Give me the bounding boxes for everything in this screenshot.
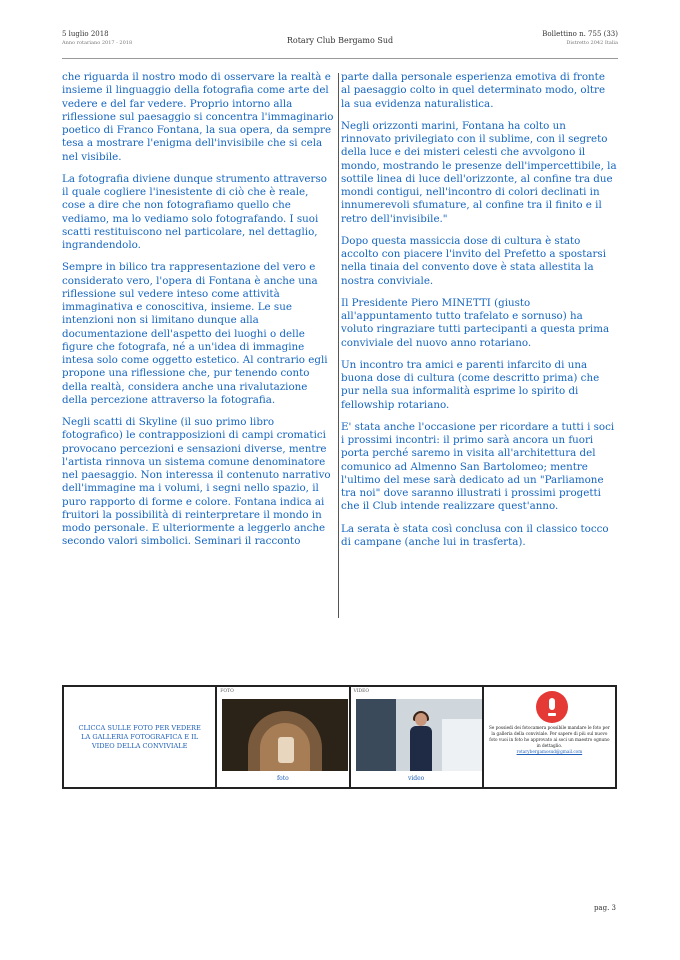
header-rule (62, 58, 618, 59)
header-date: 5 luglio 2018 (62, 30, 109, 38)
paragraph: Negli scatti di Skyline (il suo primo libro fotografico) le contrapposizioni di campi cromatici provocano percezioni e sensazioni diverse, mentre l'artista rinnova un sistema comune denominatore nel paesaggio. Non interessa il contenuto narrativo dell'immagine ma i volumi, i segni nello spazio, il puro rapporto di forme e colore. Fontana indica ai fruitori la possibilità di reinterpretare il mondo in modo personale. E ulteriormente a leggerlo anche secondo valori simbolici. Seminari il racconto (62, 416, 331, 548)
photo-thumbnail[interactable] (222, 699, 348, 771)
photo-upload-promo (484, 687, 615, 787)
paragraph: parte dalla personale esperienza emotiva di fronte al paesaggio colto in quel determinato modo, oltre la sua evidenza naturalistica. (341, 71, 606, 110)
figure-image (278, 737, 294, 763)
photo-thumb-label: FOTO (220, 689, 234, 694)
promo-text-block (488, 725, 611, 755)
photo-caption-link[interactable]: foto (276, 775, 289, 782)
paragraph: che riguarda il nostro modo di osservare la realtà e insieme il linguaggio della fotografia come arte del vedere e del far vedere. Proprio intorno alla riflessione sul paesaggio si concentra l'immaginario poetico di Franco Fontana, la sua opera, da sempre tesa a mostrare l'enigma dell'invisibile che si cela nel visibile. (62, 71, 334, 163)
header-bulletin: Bollettino n. 755 (33) (542, 30, 618, 38)
photo-gallery-link[interactable] (217, 687, 350, 787)
video-thumbnail[interactable] (356, 699, 482, 771)
paragraph: Un incontro tra amici e parenti infarcito di una buona dose di cultura (come descritto prima) che pur nella sua informalità esprime lo spirito di fellowship rotariano. (341, 358, 600, 411)
media-strip (62, 685, 617, 789)
column-divider (338, 73, 339, 618)
alert-icon (536, 691, 568, 723)
video-link[interactable] (351, 687, 484, 787)
header-bulletin-block (542, 30, 618, 48)
promo-email-link[interactable]: rotarybergamosud@gmail.com (516, 749, 583, 754)
page-header (62, 30, 618, 56)
right-column (341, 71, 617, 558)
gallery-cta-text: CLICCA SULLE FOTO PER VEDERE LA GALLERIA FOTOGRAFICA E IL VIDEO DELLA CONVIVIALE (64, 687, 217, 787)
paragraph: Sempre in bilico tra rappresentazione del vero e considerato vero, l'opera di Fontana è anche una riflessione sul vedere inteso come attività immaginativa e conoscitiva, insieme. Le sue intenzioni non si limitano dunque alla documentazione dell'aspetto dei luoghi o delle figure che fotografa, né a un'idea di immagine intesa solo come oggetto estetico. Al contrario egli propone una riflessione che, pur tenendo conto della realtà, considera anche una rivalutazione della percezione attraverso la fotografia. (62, 261, 328, 406)
header-club-title: Rotary Club Bergamo Sud (286, 36, 394, 45)
left-column (62, 71, 334, 558)
paragraph: Negli orizzonti marini, Fontana ha colto un rinnovato privilegiato con il sublime, con il segreto della luce e dei misteri celesti che avvolgono il mondo, mostrando le presenze dell'impercettibile, la sottile linea di luce dell'orizzonte, al confine tra due mondi contigui, nell'incontro di colori declinati in innumerevoli sfumature, al confine tra il finito e il retro dell'invisibile." (341, 119, 617, 225)
speaker-image (410, 713, 432, 771)
promo-text: Se possiedi dei fotocamera possibile mandare le foto per la galleria della conviviale. Per sapere di più sul nuovo foto vuoi in foto ho approvato ai soci un maestro ognuno in dettaglio. (489, 725, 610, 748)
paragraph: Il Presidente Piero MINETTI (giusto all'appuntamento tutto trafelato e sornuso) ha voluto ringraziare tutti partecipanti a questa prima conviviale del nuovo anno rotariano. (341, 296, 610, 349)
video-thumb-label: VIDEO (353, 689, 370, 694)
header-date-sub: Anno rotariano 2017 - 2018 (62, 40, 133, 46)
paragraph: Dopo questa massiccia dose di cultura è stato accolto con piacere l'invito del Prefetto a spostarsi nella tinaia del convento dove è stata allestita la nostra conviviale. (341, 234, 606, 287)
paragraph: E' stata anche l'occasione per ricordare a tutti i soci i prossimi incontri: il primo sarà ancora un fuori porta perché saremo in visita all'architettura del comunico ad Almenno San Bartolomeo; mentre l'ultimo del mese sarà dedicato ad un "Parliamone tra noi" dove saranno illustrati i prossimi progetti che il Club intende realizzare quest'anno. (341, 420, 615, 513)
paragraph: La fotografia diviene dunque strumento attraverso il quale cogliere l'inesistente di ciò che è reale, cose a dire che non fotografiamo quello che vediamo, ma lo vediamo solo fotografando. I suoi scatti restituiscono nel particolare, nel dettaglio, ingrandendolo. (62, 172, 327, 251)
video-caption-link[interactable]: video (407, 775, 425, 782)
page-number: pag. 3 (593, 904, 616, 912)
paragraph: La serata è stata così conclusa con il classico tocco di campane (anche lui in trasferta). (341, 522, 609, 548)
header-bulletin-sub: Distretto 2042 Italia (566, 40, 618, 46)
